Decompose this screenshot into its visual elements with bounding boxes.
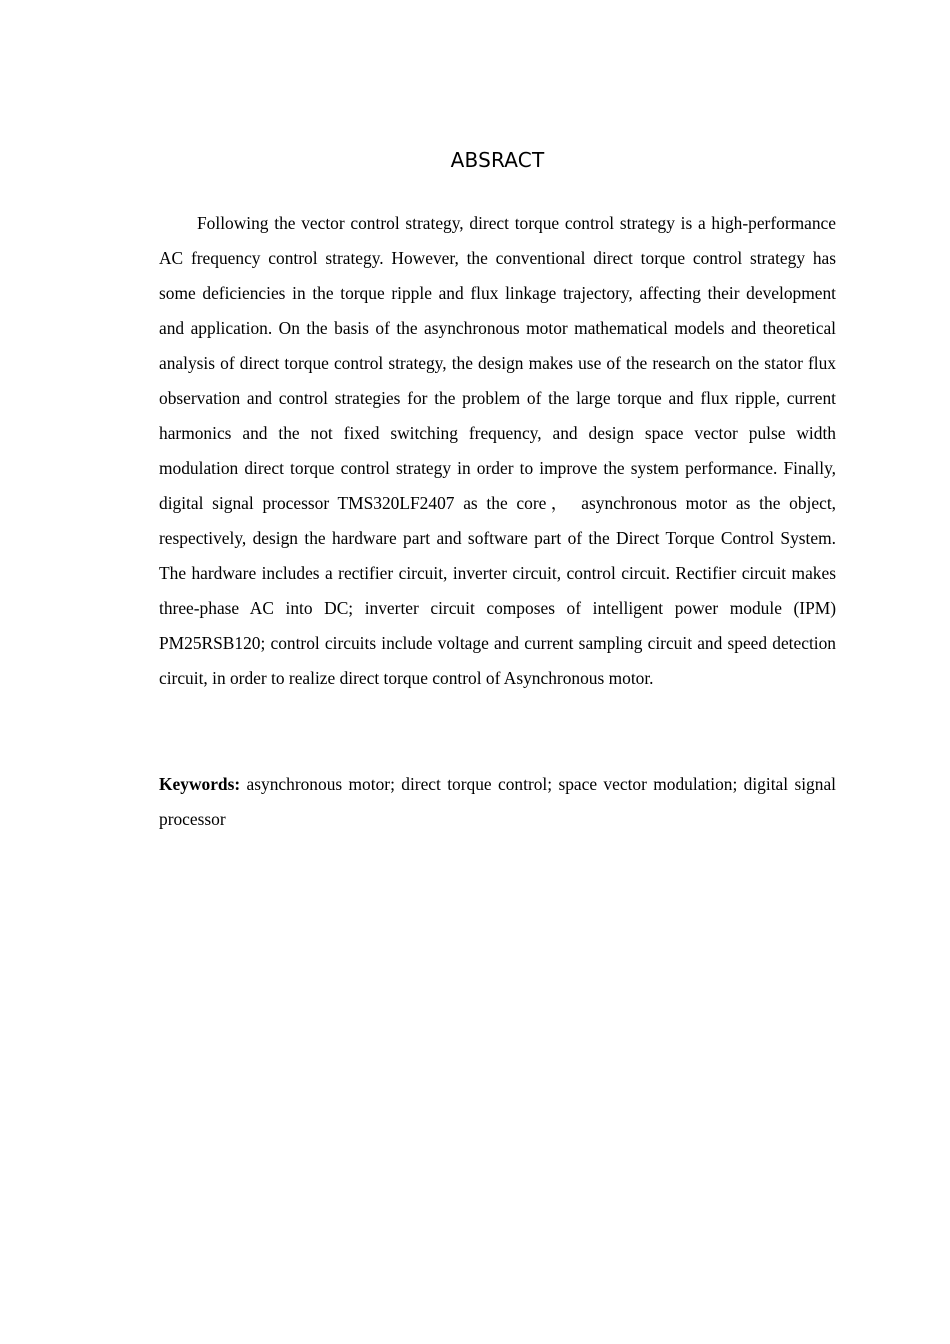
keywords-text: asynchronous motor; direct torque control; space vector modulation; digital signal processor [159,774,836,829]
abstract-paragraph: Following the vector control strategy, direct torque control strategy is a high-performance AC frequency control strategy. However, the conventional direct torque control strategy has some deficiencies in the torque ripple and flux linkage trajectory, affecting their development and application. On the basis of the asynchronous motor mathematical models and theoretical analysis of direct torque control strategy, the design makes use of the research on the stator flux observation and control strategies for the problem of the large torque and flux ripple, current harmonics and the not fixed switching frequency, and design space vector pulse width modulation direct torque control strategy in order to improve the system performance. Finally, digital signal processor TMS320LF2407 as the core， asynchronous motor as the object, respectively, design the hardware part and software part of the Direct Torque Control System. The hardware includes a rectifier circuit, inverter circuit, control circuit. Rectifier circuit makes three-phase AC into DC; inverter circuit composes of intelligent power module (IPM) PM25RSB120; control circuits include voltage and current sampling circuit and speed detection circuit, in order to realize direct torque control of Asynchronous motor. [159,213,836,688]
abstract-title: ABSRACT [450,148,545,172]
keywords-label: Keywords: [159,774,241,794]
keywords-paragraph [159,767,836,837]
